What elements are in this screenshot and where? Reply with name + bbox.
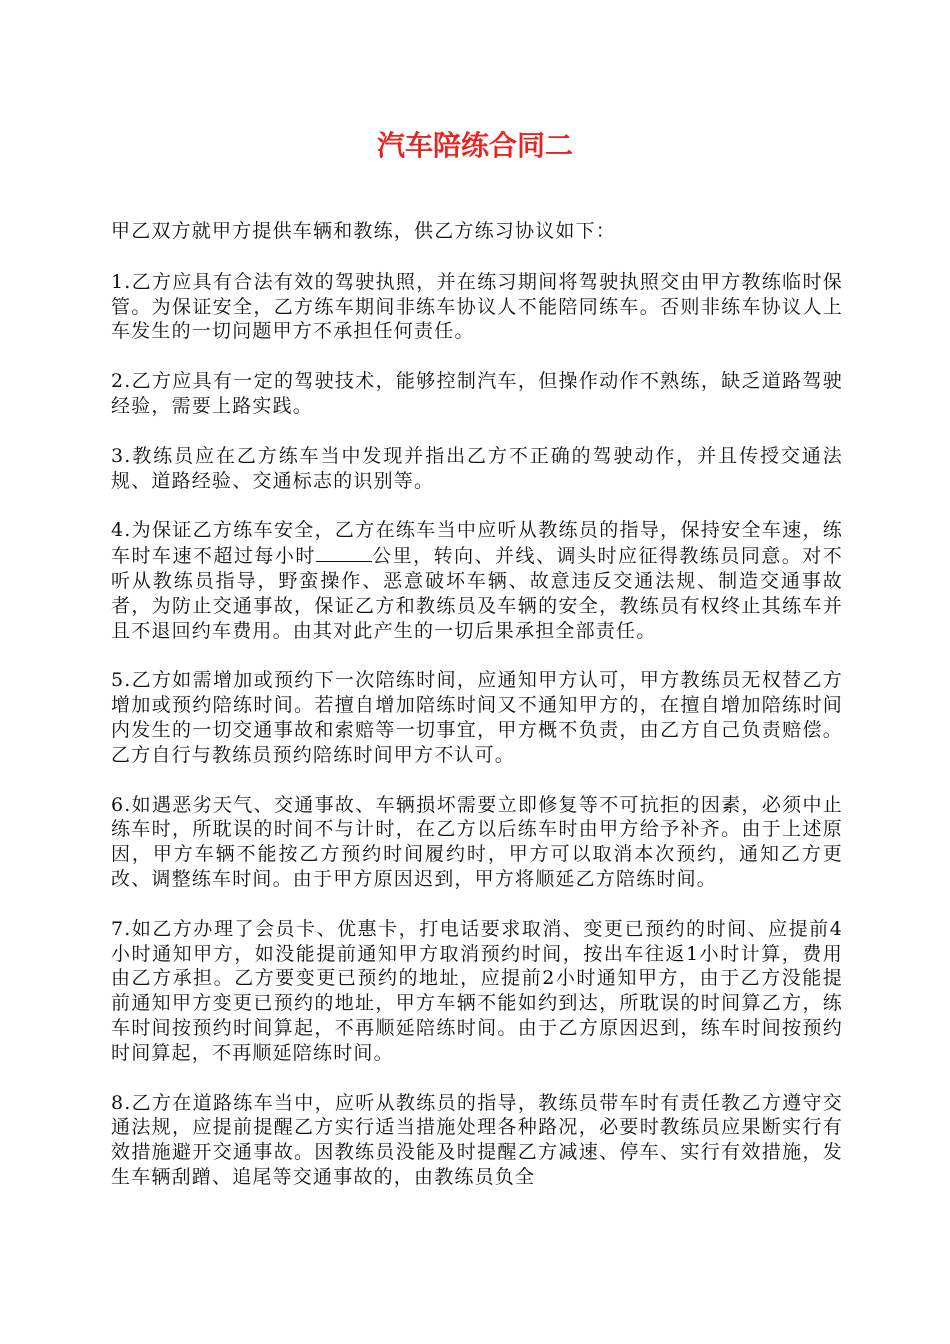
clause-2: 2.乙方应具有一定的驾驶技术，能够控制汽车，但操作动作不熟练，缺乏道路驾驶经验，需要上路实践。	[111, 370, 843, 417]
clause-6: 6.如遇恶劣天气、交通事故、车辆损坏需要立即修复等不可抗拒的因素，必须中止练车时，所耽误的时间不与计时，在乙方以后练车时由甲方给予补齐。由于上述原因，甲方车辆不能按乙方预约时间履约时，甲方可以取消本次预约，通知乙方更改、调整练车时间。由于甲方原因迟到，甲方将顺延乙方陪练时间。	[111, 793, 843, 890]
document-title: 汽车陪练合同二	[376, 129, 573, 162]
clause-4-part-1: 4.为保证乙方练车安全，乙方在练车当中应听从教练员的指导，保持安全车速，练车时车速不超过每小时	[111, 519, 843, 568]
speed-limit-blank	[316, 543, 372, 562]
clause-8: 8.乙方在道路练车当中，应听从教练员的指导，教练员带车时有责任教乙方遵守交通法规，应提前提醒乙方实行适当措施处理各种路况，必要时教练员应果断实行有效措施避开交通事故。因教练员没能及时提醒乙方减速、停车、实行有效措施，发生车辆刮蹭、追尾等交通事故的，由教练员负全	[111, 1091, 843, 1188]
intro-paragraph: 甲乙双方就甲方提供车辆和教练，供乙方练习协议如下：	[111, 220, 617, 242]
clause-1: 1.乙方应具有合法有效的驾驶执照，并在练习期间将驾驶执照交由甲方教练临时保管。为保证安全，乙方练车期间非练车协议人不能陪同练车。否则非练车协议人上车发生的一切问题甲方不承担任何责任。	[111, 270, 843, 343]
clause-5: 5.乙方如需增加或预约下一次陪练时间，应通知甲方认可，甲方教练员无权替乙方增加或预约陪练时间。若擅自增加陪练时间又不通知甲方的，在擅自增加陪练时间内发生的一切交通事故和索赔等一切事宜，甲方概不负责，由乙方自己负责赔偿。乙方自行与教练员预约陪练时间甲方不认可。	[111, 669, 843, 766]
clause-7: 7.如乙方办理了会员卡、优惠卡，打电话要求取消、变更已预约的时间、应提前4小时通知甲方，如没能提前通知甲方取消预约时间，按出车往返1小时计算，费用由乙方承担。乙方要变更已预约的地址，应提前2小时通知甲方，由于乙方没能提前通知甲方变更已预约的地址，甲方车辆不能如约到达，所耽误的时间算乙方，练车时间按预约时间算起，不再顺延陪练时间。由于乙方原因迟到，练车时间按预约时间算起，不再顺延陪练时间。	[111, 917, 843, 1064]
document-body	[111, 219, 843, 1215]
clause-4-part-2: 公里，转向、并线、调头时应征得教练员同意。对不听从教练员指导，野蛮操作、恶意破坏车辆、故意违反交通法规、制造交通事故者，为防止交通事故，保证乙方和教练员及车辆的安全，教练员有权终止其练车并且不退回约车费用。由其对此产生的一切后果承担全部责任。	[111, 545, 843, 642]
clause-4	[111, 518, 843, 643]
clause-3: 3.教练员应在乙方练车当中发现并指出乙方不正确的驾驶动作，并且传授交通法规、道路经验、交通标志的识别等。	[111, 444, 843, 492]
